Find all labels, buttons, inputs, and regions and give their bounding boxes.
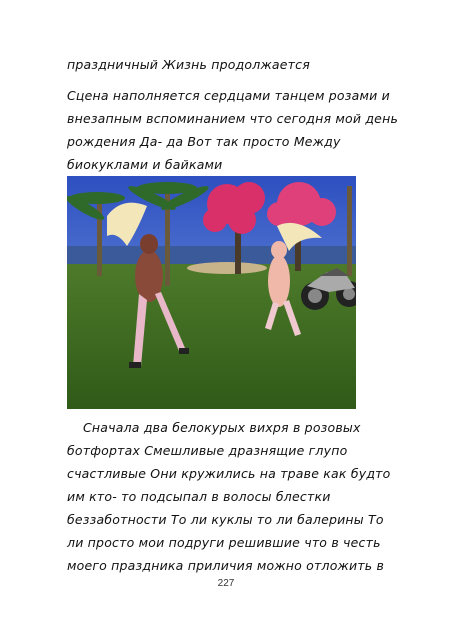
text-line: внезапным вспоминанием что сегодня мой день	[67, 111, 399, 126]
text-line: рождения Да- да Вот так просто Между	[67, 134, 341, 149]
text-line: счастливые Они кружились на траве как будто	[67, 466, 391, 481]
text-line: Сцена наполняется сердцами танцем розами и	[67, 88, 390, 103]
text-line: Сначала два белокурых вихря в розовых	[83, 420, 361, 435]
text-line: биокуклами и байками	[67, 157, 223, 172]
text-line: праздничный Жизнь продолжается	[67, 57, 310, 72]
page-number: 227	[217, 578, 235, 589]
text-line: беззаботности То ли куклы то ли балерины То	[67, 512, 384, 527]
text-line: моего праздника приличия можно отложить в	[67, 558, 385, 573]
illustration-photo	[67, 176, 356, 409]
text-line: ли просто мои подруги решившие что в честь	[67, 535, 381, 550]
text-line: ботфортах Смешливые дразнящие глупо	[67, 443, 348, 458]
text-line: им кто- то подсыпал в волосы блестки	[67, 489, 331, 504]
